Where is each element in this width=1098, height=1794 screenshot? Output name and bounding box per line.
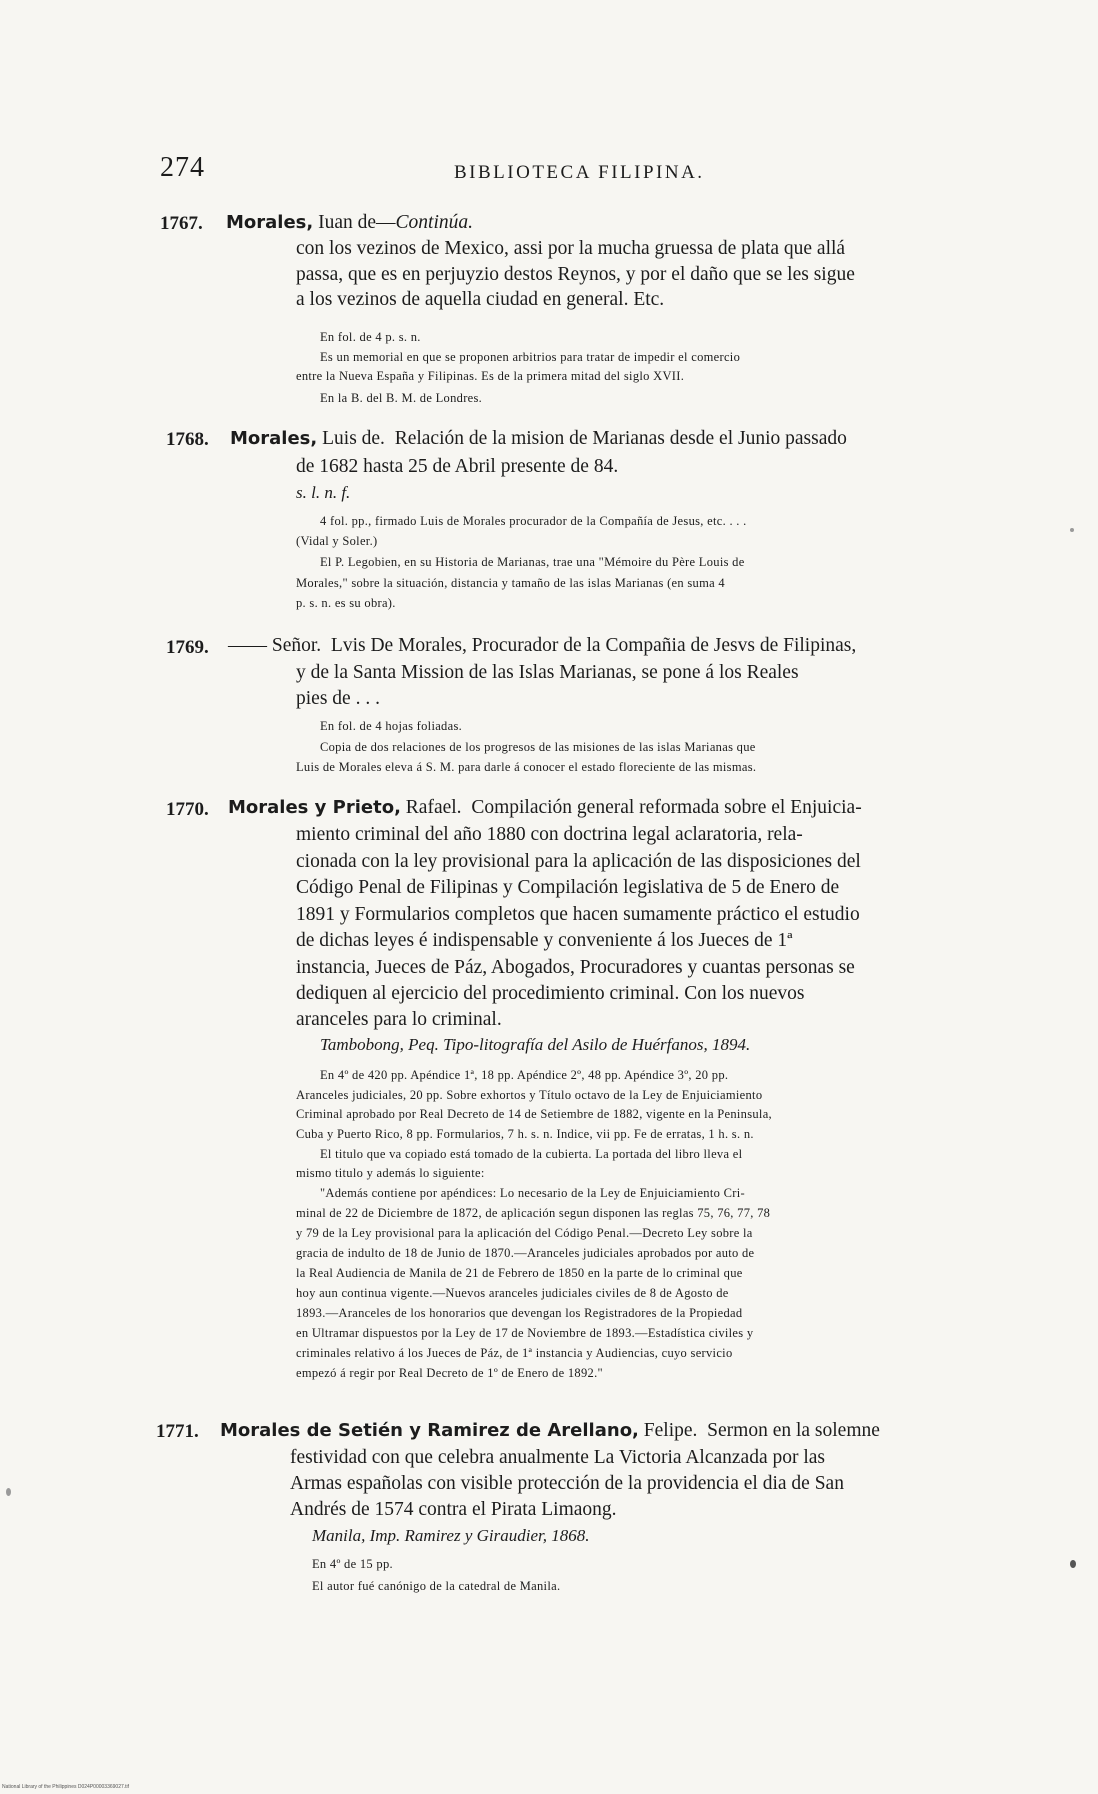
note-line: Criminal aprobado por Real Decreto de 14 de Setiembre de 1882, vigente en la Peninsula, [296, 1107, 772, 1121]
scan-speck [1070, 528, 1074, 532]
note-line: criminales relativo á los Jueces de Páz, de 1ª instancia y Audiencias, cuyo servicio [296, 1346, 733, 1360]
entry-heading [226, 213, 473, 233]
running-title: BIBLIOTECA FILIPINA. [454, 162, 705, 183]
note-line: "Además contiene por apéndices: Lo necesario de la Ley de Enjuiciamiento Cri- [320, 1186, 745, 1200]
note-line: En 4º de 15 pp. [312, 1557, 393, 1571]
title-line: Armas españolas con visible protección de la providencia el dia de San [290, 1473, 844, 1494]
note-line: en Ultramar dispuestos por la Ley de 17 de Noviembre de 1893.—Estadística civiles y [296, 1326, 754, 1340]
imprint: Manila, Imp. Ramirez y Giraudier, 1868. [312, 1526, 590, 1545]
entry-heading [228, 798, 862, 818]
author-name: —— Señor. [228, 635, 322, 656]
title-first-line: Lvis De Morales, Procurador de la Compañia de Jesvs de Filipinas, [330, 635, 857, 656]
note-line: En la B. del B. M. de Londres. [320, 391, 483, 405]
author-name: Morales y Prieto, [228, 797, 401, 818]
title-line: de dichas leyes é indispensable y conveniente á los Jueces de 1ª [296, 930, 793, 951]
note-line: El P. Legobien, en su Historia de Marianas, trae una "Mémoire du Père Louis de [320, 555, 745, 569]
note-line: 1893.—Aranceles de los honorarios que devengan los Registradores de la Propiedad [296, 1306, 743, 1320]
note-line: Es un memorial en que se proponen arbitrios para tratar de impedir el comercio [320, 350, 741, 364]
title-first-line: Compilación general reformada sobre el Enjuicia- [471, 797, 862, 818]
title-first-line: Sermon en la solemne [707, 1420, 880, 1441]
title-line: a los vezinos de aquella ciudad en general. Etc. [296, 289, 665, 310]
note-line: Aranceles judiciales, 20 pp. Sobre exhortos y Título octavo de la Ley de Enjuiciamiento [296, 1088, 763, 1102]
entry-number: 1771. [156, 1421, 199, 1442]
note-line: Copia de dos relaciones de los progresos de las misiones de las islas Marianas que [320, 740, 756, 754]
author-rest: Rafael. [400, 797, 462, 818]
title-line: festividad con que celebra anualmente La Victoria Alcanzada por las [290, 1447, 826, 1468]
title-line: de 1682 hasta 25 de Abril presente de 84. [296, 456, 619, 477]
note-line: empezó á regir por Real Decreto de 1º de Enero de 1892." [296, 1366, 603, 1380]
author-rest: Luis de. [317, 428, 385, 449]
title-line: aranceles para lo criminal. [296, 1009, 502, 1030]
note-line: minal de 22 de Diciembre de 1872, de aplicación segun disponen las reglas 75, 76, 77, 78 [296, 1206, 771, 1220]
author-rest: Iuan de— [313, 212, 396, 233]
note-line: El autor fué canónigo de la catedral de Manila. [312, 1579, 561, 1593]
entry-heading [220, 1421, 880, 1441]
note-line: hoy aun continua vigente.—Nuevos aranceles judiciales civiles de 8 de Agosto de [296, 1286, 729, 1300]
note-line: entre la Nueva España y Filipinas. Es de la primera mitad del siglo XVII. [296, 369, 685, 383]
entry-number: 1767. [160, 213, 203, 234]
continuation-label: Continúa. [395, 212, 474, 233]
note-line: En fol. de 4 p. s. n. [320, 330, 421, 344]
title-first-line: Relación de la mision de Marianas desde el Junio passado [394, 428, 847, 449]
note-line: 4 fol. pp., firmado Luis de Morales procurador de la Compañía de Jesus, etc. . . . [320, 514, 747, 528]
author-name: Morales, [226, 212, 314, 233]
note-line: Cuba y Puerto Rico, 8 pp. Formularios, 7 h. s. n. Indice, vii pp. Fe de erratas, 1 h. s. n. [296, 1127, 754, 1141]
author-rest: Felipe. [638, 1420, 698, 1441]
note-line: Morales," sobre la situación, distancia y tamaño de las islas Marianas (en suma 4 [296, 576, 725, 590]
title-line: cionada con la ley provisional para la aplicación de las disposiciones del [296, 851, 861, 872]
title-line: Código Penal de Filipinas y Compilación legislativa de 5 de Enero de [296, 877, 840, 898]
title-line: 1891 y Formularios completos que hacen sumamente práctico el estudio [296, 904, 860, 925]
entry-heading [228, 636, 856, 656]
author-name: Morales, [230, 428, 318, 449]
title-line: dediquen al ejercicio del procedimiento criminal. Con los nuevos [296, 983, 805, 1004]
entry-number: 1768. [166, 429, 209, 450]
note-line: p. s. n. es su obra). [296, 596, 396, 610]
imprint: s. l. n. f. [296, 483, 351, 502]
title-line: Andrés de 1574 contra el Pirata Limaong. [290, 1499, 617, 1520]
note-line: y 79 de la Ley provisional para la aplicación del Código Penal.—Decreto Ley sobre la [296, 1226, 753, 1240]
scan-speck [1070, 1560, 1076, 1568]
note-line: Luis de Morales eleva á S. M. para darle á conocer el estado floreciente de las mismas. [296, 760, 757, 774]
page-number: 274 [160, 152, 205, 183]
note-line: (Vidal y Soler.) [296, 534, 378, 548]
entry-heading [230, 429, 847, 449]
scan-credit: National Library of the Philippines D024P00003369027.tif [2, 1784, 130, 1790]
note-line: En fol. de 4 hojas foliadas. [320, 719, 463, 733]
entry-number: 1769. [166, 637, 209, 658]
note-line: El titulo que va copiado está tomado de la cubierta. La portada del libro lleva el [320, 1147, 743, 1161]
author-name: Morales de Setién y Ramirez de Arellano, [220, 1420, 639, 1441]
title-line: passa, que es en perjuyzio destos Reynos, y por el daño que se les sigue [296, 264, 855, 285]
title-line: y de la Santa Mission de las Islas Marianas, se pone á los Reales [296, 662, 799, 683]
title-line: pies de . . . [296, 688, 380, 709]
title-line: instancia, Jueces de Páz, Abogados, Procuradores y cuantas personas se [296, 957, 855, 978]
imprint: Tambobong, Peq. Tipo-litografía del Asilo de Huérfanos, 1894. [320, 1035, 751, 1054]
entry-number: 1770. [166, 799, 209, 820]
note-line: la Real Audiencia de Manila de 21 de Febrero de 1850 en la parte de lo criminal que [296, 1266, 743, 1280]
note-line: gracia de indulto de 18 de Junio de 1870.—Aranceles judiciales aprobados por auto de [296, 1246, 755, 1260]
title-line: miento criminal del año 1880 con doctrina legal aclaratoria, rela- [296, 824, 803, 845]
title-line: con los vezinos de Mexico, assi por la mucha gruessa de plata que allá [296, 238, 846, 259]
note-line: En 4º de 420 pp. Apéndice 1ª, 18 pp. Apéndice 2º, 48 pp. Apéndice 3º, 20 pp. [320, 1068, 729, 1082]
scan-speck [6, 1488, 11, 1496]
note-line: mismo titulo y además lo siguiente: [296, 1166, 485, 1180]
